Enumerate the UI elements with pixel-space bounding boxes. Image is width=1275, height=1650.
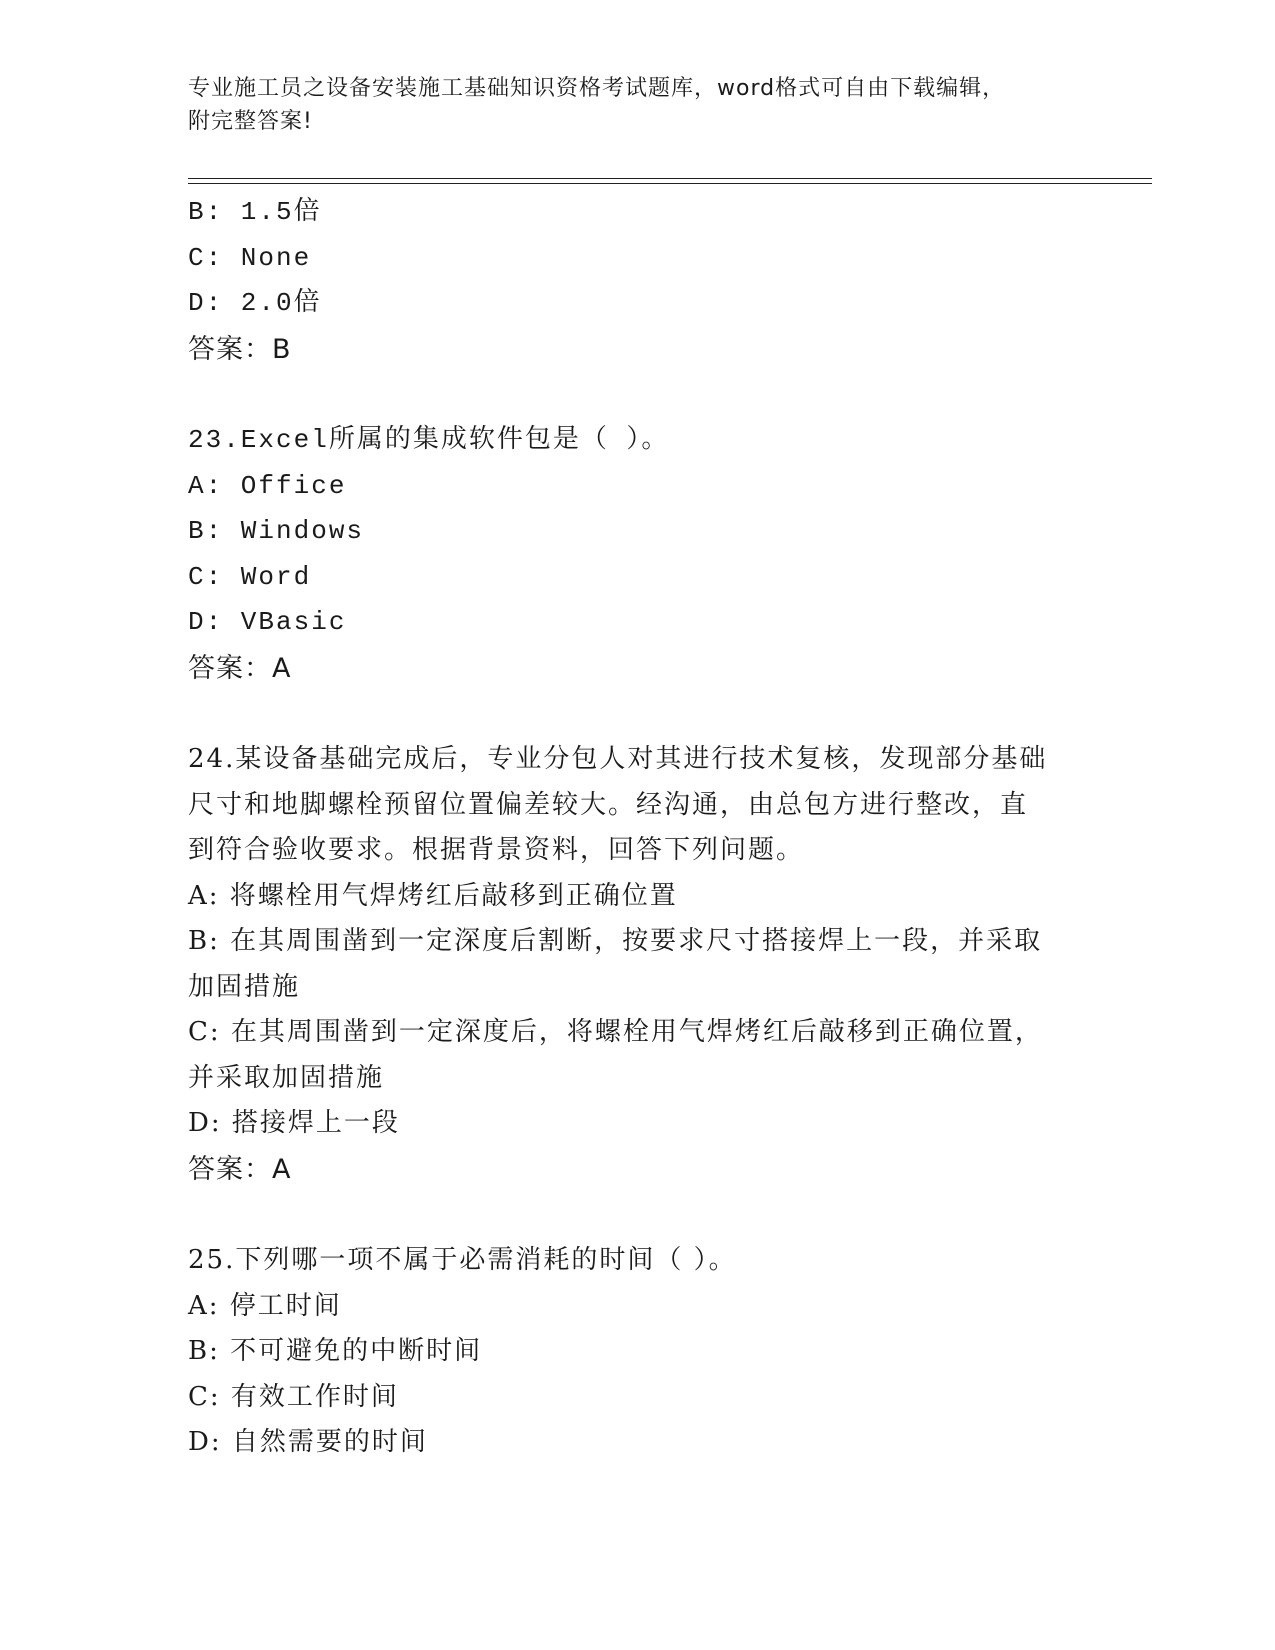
option-d: D: 自然需要的时间 bbox=[188, 1427, 428, 1457]
header-divider-bottom bbox=[188, 183, 1152, 184]
option-c-line-1: C: 在其周围凿到一定深度后，将螺栓用气焊烤红后敲移到正确位置， bbox=[188, 1017, 1043, 1047]
option-d: D: VBasic bbox=[188, 607, 347, 637]
spacer bbox=[188, 1192, 1088, 1238]
spacer bbox=[188, 691, 1088, 737]
header-title-line-1: 专业施工员之设备安装施工基础知识资格考试题库，word格式可自由下载编辑， bbox=[188, 76, 1006, 101]
question-text: 25.下列哪一项不属于必需消耗的时间（ ）。 bbox=[188, 1245, 737, 1275]
question-25 bbox=[188, 1238, 1088, 1466]
header-title-line-2: 附完整答案! bbox=[188, 109, 313, 134]
document-header bbox=[188, 72, 1068, 138]
option-c-line-2: 并采取加固措施 bbox=[188, 1062, 385, 1093]
question-24 bbox=[188, 737, 1088, 1192]
answer-label: 答案：A bbox=[188, 652, 292, 684]
option-d: D: 搭接焊上一段 bbox=[188, 1108, 400, 1138]
option-c: C: Word bbox=[188, 561, 312, 592]
option-b-line-2: 加固措施 bbox=[188, 971, 301, 1002]
question-text-line-1: 24.某设备基础完成后，专业分包人对其进行技术复核，发现部分基础 bbox=[188, 744, 1048, 774]
answer-label: 答案：A bbox=[188, 1153, 292, 1185]
spacer bbox=[188, 372, 1088, 418]
option-d: D: 2.0倍 bbox=[188, 288, 322, 318]
question-text: 23.Excel所属的集成软件包是（ ）。 bbox=[188, 425, 670, 455]
question-text-line-2: 尺寸和地脚螺栓预留位置偏差较大。经沟通，由总包方进行整改，直 bbox=[188, 789, 1029, 820]
option-c: C: 有效工作时间 bbox=[188, 1381, 399, 1412]
option-b-line-1: B: 在其周围凿到一定深度后割断，按要求尺寸搭接焊上一段，并采取 bbox=[188, 926, 1043, 956]
option-b: B: Windows bbox=[188, 516, 365, 546]
option-a: A: Office bbox=[188, 470, 347, 501]
header-divider-top bbox=[188, 178, 1152, 179]
option-b: B: 不可避免的中断时间 bbox=[188, 1336, 483, 1366]
option-a: A: 停工时间 bbox=[188, 1290, 342, 1321]
option-a: A: 将螺栓用气焊烤红后敲移到正确位置 bbox=[188, 880, 678, 911]
question-23 bbox=[188, 418, 1088, 691]
question-22-tail bbox=[188, 190, 1088, 372]
option-c: C: None bbox=[188, 242, 312, 273]
question-text-line-3: 到符合验收要求。根据背景资料，回答下列问题。 bbox=[188, 835, 805, 865]
answer-label: 答案：B bbox=[188, 333, 292, 365]
question-content bbox=[188, 190, 1088, 1466]
option-b: B: 1.5倍 bbox=[188, 197, 322, 227]
